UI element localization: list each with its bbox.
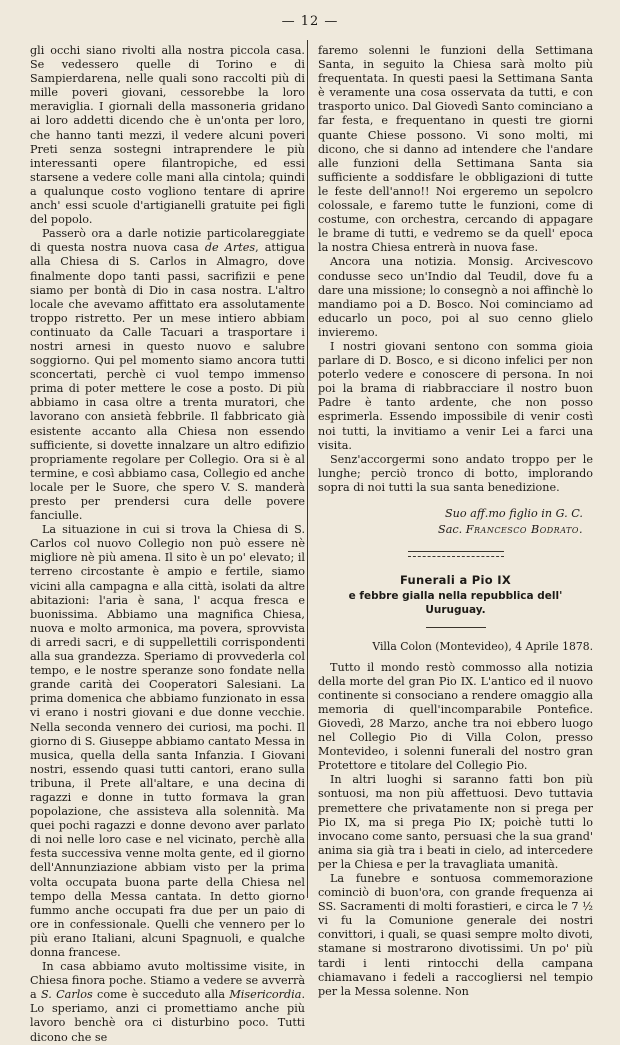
left-paragraph-4-italic-2: Misericordia (229, 988, 302, 1002)
left-paragraph-3: La situazione in cui si trova la Chiesa di S. Carlos col nuovo Collegio non può essere nè migliore nè più amena. Il sito è un po' elevato; il terreno circostante è ampio e fertile, siamo vicini alla campagna e alla città, isolati da altre abitazioni: l'aria è sana, l' acqua fresca e buonissima. Abbiamo una magnifica Chiesa, nuova e molto armonica, ma povera, sprovvista di arredi sacri, e di suppellettili corrispondenti alla sua grandezza. Speriamo di provvederla col tempo, e le nostre speranze sono fondate nella grande carità dei Cooperatori Salesiani. La prima domenica che abbiamo funzionato in essa vi erano i nostri giovani e due donne vecchie. Nella seconda vennero dei curiosi, ma pochi. Il giorno di S. Giuseppe abbiamo cantato Messa in musica, quella della santa Infanzia. I Giovani nostri, essendo quasi tutti cantori, erano sulla tribuna, il Prete all'altare, e una decina di ragazzi e donne in tutto formava la gran popolazione, che assisteva alla solennità. Ma quei pochi ragazzi e donne devono aver parlato di noi nelle loro case e nel vicinato, perchè alla festa successiva venne molta gente, ed il giorno dell'Annunziazione abbiam visto per la prima volta occupata buona parte della Chiesa nel tempo della Messa cantata. In detto giorno fummo anche occupati fra due per un paio di ore in confessionale. Quelli che vennero per lo più erano Italiani, alcuni Spagnuoli, e qualche donna francese. (30, 523, 305, 959)
signature-line-1: Suo aff.mo figlio in G. C. (445, 507, 583, 520)
left-paragraph-1: gli occhi siano rivolti alla nostra piccola casa. Se vedessero quelle di Torino e di Sampierdarena, nelle quali sono raccolti più di mille poveri giovani, cessorebbe la loro meraviglia. I giornali della massoneria gridano ai loro addetti dicendo che è un'onta per loro, che hanno tanti mezzi, il vedere alcuni poveri Preti senza sostegni intraprendere le più interessanti opere filantropiche, ed essi starsene a vedere colle mani alla cintola; quindi a qualunque costo vogliono tentare di aprire anch' essi scuole d'artigianelli gratuite pei figli del popolo. (30, 44, 305, 227)
right-paragraph-6: In altri luoghi si saranno fatti bon più sontuosi, ma non più affettuosi. Devo tuttavia premettere che privatamente non si prega per Pio IX, ma si prega Pio IX; poichè tutti lo invocano come santo, persuasi che la sua grand' anima sia già tra i beati in cielo, ad intercedere per la Chiesa e per la travagliata umanità. (318, 773, 593, 871)
signature-block (318, 507, 593, 537)
right-paragraph-7: La funebre e sontuosa commemorazione cominciò di buon'ora, con grande frequenza ai SS. Sacramenti di molti forastieri, e circa le 7 ½ vi fu la Comunione generale dei nostri convittori, i quali, se quasi sempre molto divoti, stamane si mostrarono divotissimi. Un po' più tardi i lenti rintocchi della campana chiamavano i fedeli a raccogliersi nel tempio per la Messa solenne. Non (318, 871, 593, 998)
dateline: Villa Colon (Montevideo), 4 Aprile 1878. (372, 640, 593, 654)
right-paragraph-1: faremo solenni le funzioni della Settimana Santa, in seguito la Chiesa sarà molto più frequentata. In questi paesi la Settimana Santa è veramente una cosa osservata da tutti, e con trasporto unico. Dal Giovedì Santo cominciano a far festa, e frequentano in questi tre giorni quante Chiese possono. Vi sono molti, mi dicono, che si danno ad intendere che l'andare alle funzioni della Settimana Santa sia sufficiente a soddisfare le obbligazioni di tutte le feste dell'anno!! Noi ergeremo un sepolcro colossale, e faremo tutte le funzioni, come di costume, con orchestra, cercando di appagare le brame di tutti, e vedremo se da quell' epoca la nostra Chiesa entrerà in nuova fase. (318, 44, 593, 255)
article-subtitle: e febbre gialla nella repubblica dell' Uuruguay. (348, 590, 563, 617)
left-column (30, 44, 305, 1045)
left-paragraph-2-text-a: Passerò ora a darle notizie particolareggiate di questa nostra nuova casa (30, 227, 305, 255)
page-number: — 12 — (281, 14, 339, 29)
right-paragraph-2: Ancora una notizia. Monsig. Arcivescovo condusse seco un'Indio dal Teudil, dove fu a dare una missione; lo consegnò a noi affinchè lo mandiamo poi a D. Bosco. Noi cominciamo ad educarlo un poco, poi al suo cenno glielo invieremo. (318, 255, 593, 339)
left-paragraph-4-text-a: In casa abbiamo avuto moltissime visite, in Chiesa finora poche. Stiamo a vedere se avverrà a (30, 960, 306, 1002)
left-paragraph-2 (30, 227, 305, 523)
left-paragraph-4-text-b: come è succeduto alla (92, 988, 230, 1002)
right-paragraph-3: I nostri giovani sentono con somma gioia parlare di D. Bosco, e si dicono infelici per non poterlo vedere e conoscere di persona. In noi poi la brama di riabbracciare il nostro buon Padre è tanto ardente, che non posso esprimerla. Essendo impossibile di venir costì noi tutti, la invitiamo a venir Lei a farci una visita. (318, 339, 593, 452)
heading-rule (426, 627, 486, 628)
signature-name: Francesco Bodrato. (465, 523, 583, 537)
signature-line-2 (318, 523, 583, 537)
right-paragraph-5: Tutto il mondo restò commosso alla notizia della morte del gran Pio IX. L'antico ed il nuovo continente si consociano a rendere omaggio alla memoria di quell'incomparabile Pontefice. Giovedì, 28 Marzo, anche tra noi ebbero luogo nel Collegio Pio di Villa Colon, presso Montevideo, i solenni funerali del nostro gran Protettore e titolare del Collegio Pio. (318, 660, 593, 773)
left-paragraph-2-italic: de Artes (204, 241, 256, 255)
left-paragraph-2-text-b: , attigua alla Chiesa di S. Carlos in Almagro, dove finalmente dopo tanti passi, sacrifizii e pene siamo per bontà di Dio in casa nostra. L'altro locale che avevamo affittato era assolutamente troppo ristretto. Per un mese intiero abbiam continuato da Calle Tacuari a trasportare i nostri arnesi in questo nuovo e salubre soggiorno. Qui pel momento siamo ancora tutti sconcertati, perchè ci vuol tempo immenso prima di poter mettere le cose a posto. Di più abbiamo in casa oltre a trenta muratori, che lavorano con ansietà febbrile. Il fabbricato già esistente accanto alla Chiesa non essendo sufficiente, si dovette innalzare un altro edifizio propriamente regolare per Collegio. Ora si è al termine, e così abbiamo casa, Collegio ed anche locale per le Suore, che spero V. S. manderà presto per prendersi cura delle povere fanciulle. (30, 241, 306, 523)
left-paragraph-4 (30, 960, 305, 1045)
right-column (318, 44, 593, 999)
decorative-divider (408, 551, 504, 557)
left-paragraph-4-text-c: . Lo speriamo, anzi ci promettiamo anche più lavoro benchè ora ci disturbino poco. Tutti dicono che se (30, 988, 305, 1044)
signature-prefix: Sac. (438, 523, 463, 537)
article-title: Funerali a Pio IX (399, 573, 512, 588)
left-paragraph-4-italic-1: S. Carlos (40, 988, 93, 1002)
right-paragraph-4: Senz'accorgermi sono andato troppo per le lunghe; perciò tronco di botto, implorando sopra di noi tutti la sua santa benedizione. (318, 452, 593, 494)
column-divider (307, 40, 308, 898)
